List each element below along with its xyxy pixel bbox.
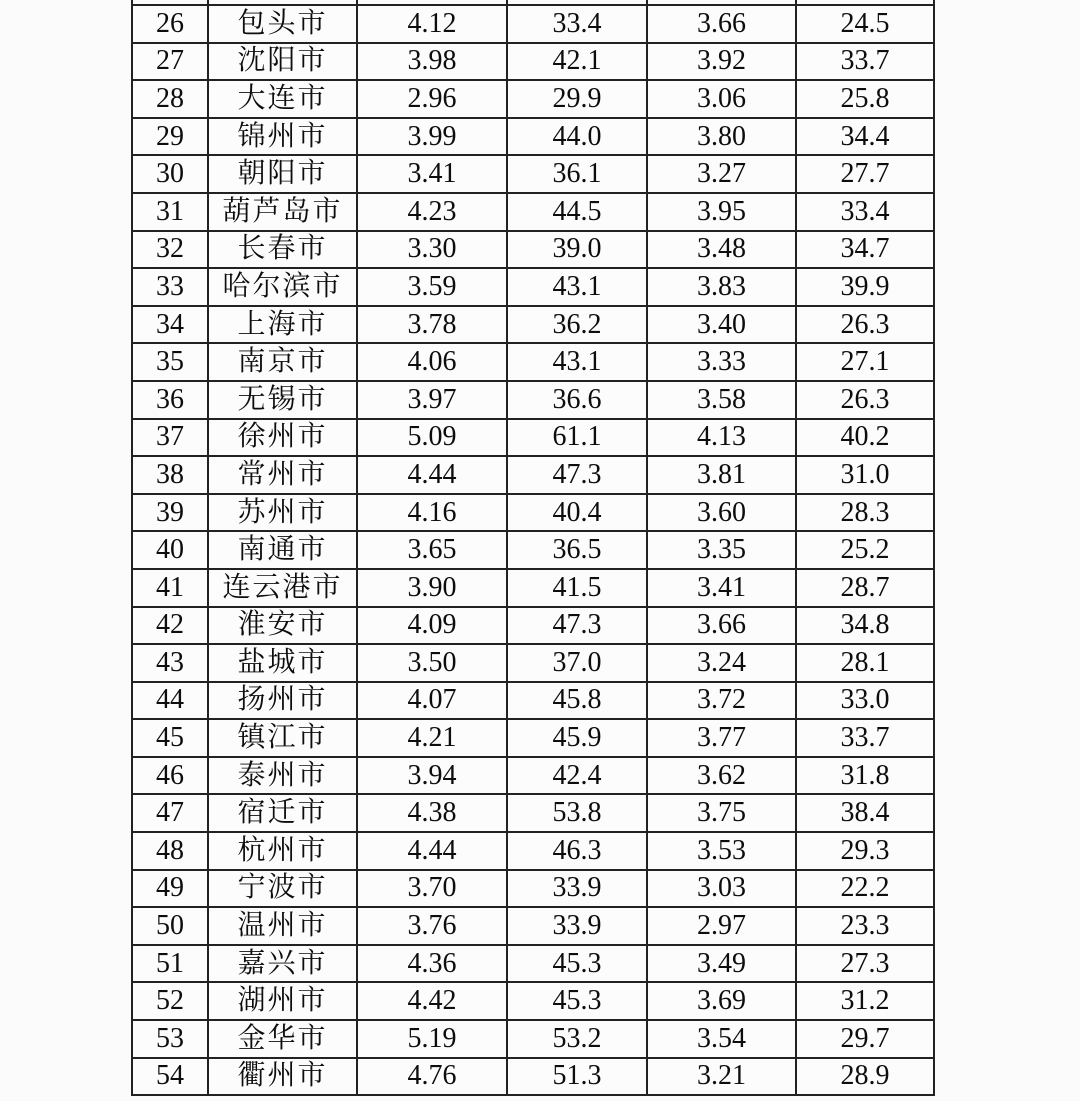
table-row: [132, 43, 934, 81]
value-cell: 3.40: [647, 306, 796, 344]
value-cell: 34.7: [796, 231, 934, 269]
table-row: [132, 644, 934, 682]
value-cell: 3.59: [357, 268, 507, 306]
value-cell: 53.8: [507, 794, 647, 832]
value-cell: 3.70: [357, 870, 507, 908]
table-row: [132, 118, 934, 156]
rank-cell: 32: [132, 231, 208, 269]
city-cell: 苏州市: [208, 494, 357, 532]
value-cell: 2.97: [647, 907, 796, 945]
city-cell: 金华市: [208, 1020, 357, 1058]
value-cell: 3.69: [647, 982, 796, 1020]
value-cell: 3.30: [357, 231, 507, 269]
table-row: [132, 268, 934, 306]
value-cell: 3.21: [647, 1058, 796, 1096]
rank-cell: 40: [132, 531, 208, 569]
rank-cell: 45: [132, 719, 208, 757]
value-cell: 3.95: [647, 193, 796, 231]
table-body: [132, 0, 934, 1095]
city-data-table: [131, 0, 935, 1096]
value-cell: 22.2: [796, 870, 934, 908]
value-cell: 46.3: [507, 832, 647, 870]
value-cell: 3.80: [647, 118, 796, 156]
rank-cell: 35: [132, 343, 208, 381]
value-cell: 31.2: [796, 982, 934, 1020]
value-cell: 34.4: [796, 118, 934, 156]
table-row: [132, 306, 934, 344]
value-cell: 4.12: [357, 5, 507, 43]
city-cell: 湖州市: [208, 982, 357, 1020]
value-cell: 3.78: [357, 306, 507, 344]
value-cell: 34.8: [796, 607, 934, 645]
table-row: [132, 494, 934, 532]
rank-cell: 36: [132, 381, 208, 419]
value-cell: 3.98: [357, 43, 507, 81]
city-cell: 徐州市: [208, 419, 357, 457]
value-cell: 28.1: [796, 644, 934, 682]
value-cell: 3.62: [647, 757, 796, 795]
value-cell: 53.2: [507, 1020, 647, 1058]
city-cell: 常州市: [208, 456, 357, 494]
rank-cell: 47: [132, 794, 208, 832]
city-cell: 宁波市: [208, 870, 357, 908]
value-cell: 29.9: [507, 80, 647, 118]
value-cell: 40.4: [507, 494, 647, 532]
value-cell: 5.19: [357, 1020, 507, 1058]
rank-cell: 52: [132, 982, 208, 1020]
value-cell: 45.3: [507, 945, 647, 983]
city-cell: 温州市: [208, 907, 357, 945]
rank-cell: 46: [132, 757, 208, 795]
value-cell: 3.53: [647, 832, 796, 870]
city-cell: 衢州市: [208, 1058, 357, 1096]
value-cell: 3.83: [647, 268, 796, 306]
value-cell: 4.23: [357, 193, 507, 231]
value-cell: 39.0: [507, 231, 647, 269]
value-cell: 4.09: [357, 607, 507, 645]
value-cell: 28.7: [796, 569, 934, 607]
value-cell: 4.42: [357, 982, 507, 1020]
value-cell: 4.76: [357, 1058, 507, 1096]
table-row: [132, 343, 934, 381]
value-cell: 43.1: [507, 268, 647, 306]
table-row: [132, 907, 934, 945]
value-cell: 47.3: [507, 456, 647, 494]
table-row: [132, 193, 934, 231]
value-cell: 3.41: [357, 155, 507, 193]
city-cell: 朝阳市: [208, 155, 357, 193]
table-row: [132, 531, 934, 569]
value-cell: 40.2: [796, 419, 934, 457]
value-cell: 45.3: [507, 982, 647, 1020]
value-cell: 25.8: [796, 80, 934, 118]
value-cell: 45.8: [507, 682, 647, 720]
value-cell: 3.24: [647, 644, 796, 682]
value-cell: 3.03: [647, 870, 796, 908]
table-row: [132, 80, 934, 118]
city-cell: 泰州市: [208, 757, 357, 795]
value-cell: 42.1: [507, 43, 647, 81]
rank-cell: 29: [132, 118, 208, 156]
table-row: [132, 5, 934, 43]
value-cell: 23.3: [796, 907, 934, 945]
value-cell: 3.48: [647, 231, 796, 269]
rank-cell: 48: [132, 832, 208, 870]
value-cell: 41.5: [507, 569, 647, 607]
value-cell: 26.3: [796, 306, 934, 344]
value-cell: 47.3: [507, 607, 647, 645]
rank-cell: 38: [132, 456, 208, 494]
city-cell: 盐城市: [208, 644, 357, 682]
value-cell: 4.16: [357, 494, 507, 532]
value-cell: 26.3: [796, 381, 934, 419]
value-cell: 3.97: [357, 381, 507, 419]
value-cell: 4.44: [357, 456, 507, 494]
table-row: [132, 982, 934, 1020]
table-row: [132, 607, 934, 645]
city-cell: 杭州市: [208, 832, 357, 870]
rank-cell: 43: [132, 644, 208, 682]
rank-cell: 34: [132, 306, 208, 344]
value-cell: 33.7: [796, 719, 934, 757]
value-cell: 33.4: [796, 193, 934, 231]
value-cell: 29.7: [796, 1020, 934, 1058]
table-row: [132, 155, 934, 193]
table-row: [132, 456, 934, 494]
table-row: [132, 569, 934, 607]
value-cell: 3.76: [357, 907, 507, 945]
city-cell: 锦州市: [208, 118, 357, 156]
value-cell: 24.5: [796, 5, 934, 43]
value-cell: 36.2: [507, 306, 647, 344]
value-cell: 3.65: [357, 531, 507, 569]
table-row: [132, 719, 934, 757]
rank-cell: 53: [132, 1020, 208, 1058]
city-cell: 上海市: [208, 306, 357, 344]
rank-cell: 27: [132, 43, 208, 81]
rank-cell: 54: [132, 1058, 208, 1096]
rank-cell: 37: [132, 419, 208, 457]
table-row: [132, 1020, 934, 1058]
value-cell: 28.9: [796, 1058, 934, 1096]
rank-cell: 49: [132, 870, 208, 908]
city-cell: 哈尔滨市: [208, 268, 357, 306]
city-cell: 淮安市: [208, 607, 357, 645]
value-cell: 33.0: [796, 682, 934, 720]
value-cell: 4.38: [357, 794, 507, 832]
table-row: [132, 832, 934, 870]
value-cell: 3.41: [647, 569, 796, 607]
city-cell: 葫芦岛市: [208, 193, 357, 231]
rank-cell: 41: [132, 569, 208, 607]
value-cell: 28.3: [796, 494, 934, 532]
value-cell: 44.0: [507, 118, 647, 156]
table-row: [132, 945, 934, 983]
value-cell: 3.75: [647, 794, 796, 832]
city-cell: 包头市: [208, 5, 357, 43]
value-cell: 61.1: [507, 419, 647, 457]
value-cell: 3.99: [357, 118, 507, 156]
city-cell: 镇江市: [208, 719, 357, 757]
value-cell: 43.1: [507, 343, 647, 381]
value-cell: 3.35: [647, 531, 796, 569]
value-cell: 29.3: [796, 832, 934, 870]
value-cell: 36.5: [507, 531, 647, 569]
table-row: [132, 682, 934, 720]
value-cell: 36.1: [507, 155, 647, 193]
value-cell: 3.54: [647, 1020, 796, 1058]
value-cell: 3.60: [647, 494, 796, 532]
city-cell: 大连市: [208, 80, 357, 118]
table-row: [132, 1058, 934, 1096]
rank-cell: 42: [132, 607, 208, 645]
table-row: [132, 231, 934, 269]
rank-cell: 44: [132, 682, 208, 720]
value-cell: 3.49: [647, 945, 796, 983]
city-cell: 连云港市: [208, 569, 357, 607]
value-cell: 3.33: [647, 343, 796, 381]
rank-cell: 30: [132, 155, 208, 193]
city-cell: 沈阳市: [208, 43, 357, 81]
table-row: [132, 381, 934, 419]
rank-cell: 39: [132, 494, 208, 532]
value-cell: 37.0: [507, 644, 647, 682]
rank-cell: 33: [132, 268, 208, 306]
value-cell: 44.5: [507, 193, 647, 231]
value-cell: 3.27: [647, 155, 796, 193]
value-cell: 38.4: [796, 794, 934, 832]
value-cell: 36.6: [507, 381, 647, 419]
value-cell: 2.96: [357, 80, 507, 118]
value-cell: 3.50: [357, 644, 507, 682]
value-cell: 5.09: [357, 419, 507, 457]
value-cell: 27.1: [796, 343, 934, 381]
value-cell: 4.07: [357, 682, 507, 720]
value-cell: 3.94: [357, 757, 507, 795]
city-cell: 扬州市: [208, 682, 357, 720]
value-cell: 33.4: [507, 5, 647, 43]
value-cell: 4.21: [357, 719, 507, 757]
table-row: [132, 794, 934, 832]
rank-cell: 28: [132, 80, 208, 118]
value-cell: 27.3: [796, 945, 934, 983]
value-cell: 4.06: [357, 343, 507, 381]
value-cell: 39.9: [796, 268, 934, 306]
value-cell: 51.3: [507, 1058, 647, 1096]
rank-cell: 26: [132, 5, 208, 43]
value-cell: 33.7: [796, 43, 934, 81]
value-cell: 4.44: [357, 832, 507, 870]
value-cell: 33.9: [507, 907, 647, 945]
value-cell: 4.13: [647, 419, 796, 457]
city-cell: 长春市: [208, 231, 357, 269]
city-cell: 无锡市: [208, 381, 357, 419]
value-cell: 3.72: [647, 682, 796, 720]
value-cell: 3.66: [647, 607, 796, 645]
value-cell: 3.92: [647, 43, 796, 81]
city-cell: 宿迁市: [208, 794, 357, 832]
rank-cell: 51: [132, 945, 208, 983]
city-cell: 嘉兴市: [208, 945, 357, 983]
table-row: [132, 870, 934, 908]
value-cell: 33.9: [507, 870, 647, 908]
value-cell: 3.66: [647, 5, 796, 43]
table-row: [132, 757, 934, 795]
value-cell: 3.90: [357, 569, 507, 607]
table-row: [132, 419, 934, 457]
value-cell: 45.9: [507, 719, 647, 757]
value-cell: 31.0: [796, 456, 934, 494]
value-cell: 25.2: [796, 531, 934, 569]
value-cell: 3.77: [647, 719, 796, 757]
value-cell: 42.4: [507, 757, 647, 795]
rank-cell: 50: [132, 907, 208, 945]
value-cell: 3.81: [647, 456, 796, 494]
rank-cell: 31: [132, 193, 208, 231]
value-cell: 31.8: [796, 757, 934, 795]
value-cell: 3.58: [647, 381, 796, 419]
city-cell: 南京市: [208, 343, 357, 381]
value-cell: 3.06: [647, 80, 796, 118]
city-cell: 南通市: [208, 531, 357, 569]
value-cell: 4.36: [357, 945, 507, 983]
value-cell: 27.7: [796, 155, 934, 193]
